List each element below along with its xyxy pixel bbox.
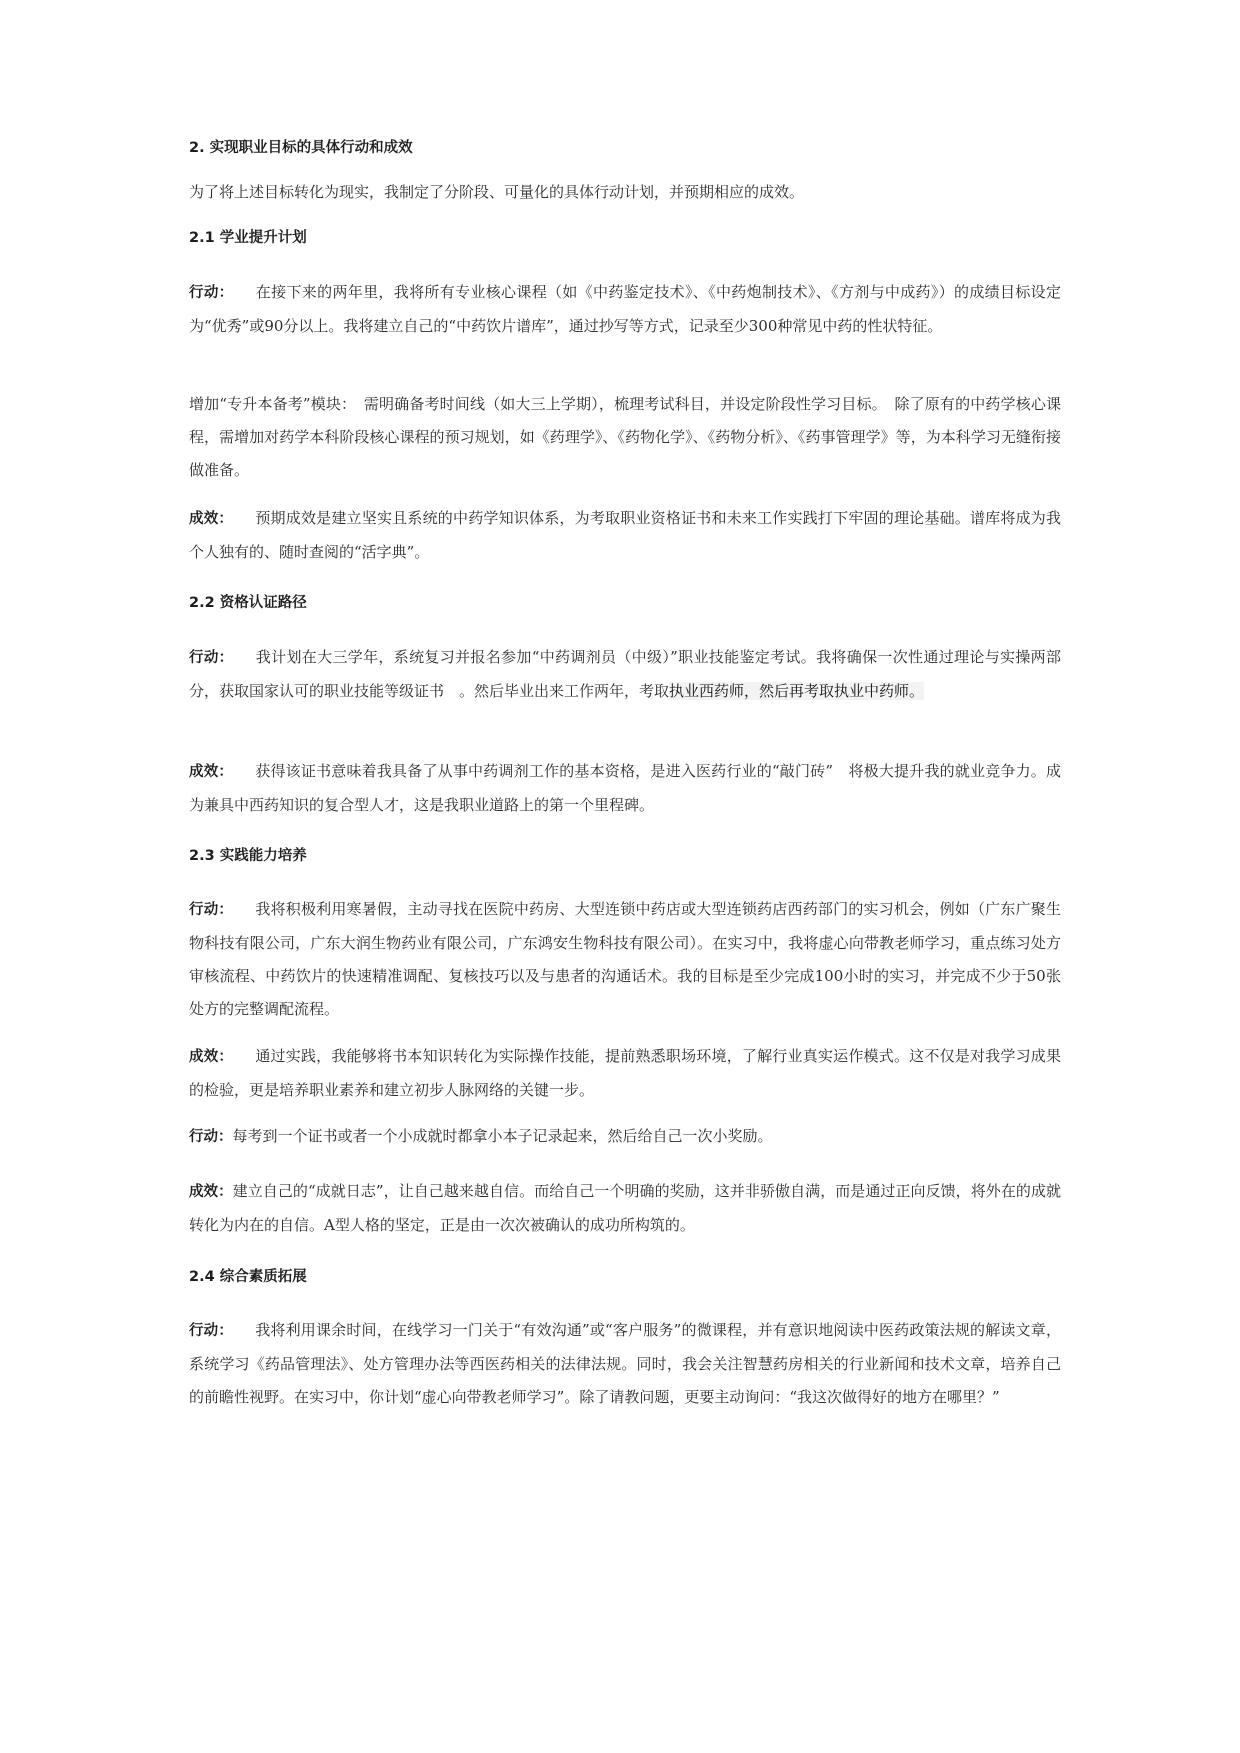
paragraph-2-1-effect [189,502,1061,569]
action-label: 行动： [189,1323,234,1339]
action-label: 行动： [189,285,234,301]
paragraph-2-3-effect [189,1040,1061,1107]
paragraph-2-1-addon: 增加“专升本备考”模块： 需明确备考时间线（如大三上学期），梳理考试科目，并设定阶段性学习目标。 除了原有的中药学核心课程，需增加对药学本科阶段核心课程的预习规划，如《药理学》、《药物化学》、《药物分析》、《药事管理学》等，为本科学习无缝衔接做准备。 [189,395,1061,479]
paragraph-2-3-effect-text: 通过实践，我能够将书本知识转化为实际操作技能，提前熟悉职场环境，了解行业真实运作模式。这不仅是对我学习成果的检验，更是培养职业素养和建立初步人脉网络的关键一步。 [189,1047,1061,1099]
effect-label: 成效： [189,1049,234,1065]
action-label: 行动： [189,650,234,666]
action-label: 行动： [189,902,234,918]
effect-label: 成效： [189,1184,233,1200]
subsection-title-2-1: 2.1 学业提升计划 [189,230,307,246]
paragraph-2-1-action-text: 在接下来的两年里，我将所有专业核心课程（如《中药鉴定技术》、《中药炮制技术》、《方剂与中成药》）的成绩目标设定为“优秀”或90分以上。我将建立自己的“中药饮片谱库”，通过抄写等方式，记录至少300种常见中药的性状特征。 [189,283,1061,335]
paragraph-2-3-action-2-text: 每考到一个证书或者一个小成就时都拿小本子记录起来，然后给自己一次小奖励。 [232,1127,773,1145]
paragraph-2-2-effect-text: 获得该证书意味着我具备了从事中药调剂工作的基本资格，是进入医药行业的“敲门砖” 将极大提升我的就业竞争力。成为兼具中西药知识的复合型人才，这是我职业道路上的第一个里程碑。 [189,762,1062,814]
paragraph-2-2-effect [189,755,1061,822]
section-title: 2. 实现职业目标的具体行动和成效 [189,140,413,156]
paragraph-2-1-effect-text: 预期成效是建立坚实且系统的中药学知识体系，为考取职业资格证书和未来工作实践打下牢固的理论基础。谱库将成为我个人独有的、随时查阅的“活字典”。 [189,509,1061,561]
paragraph-2-3-effect-2-text: 建立自己的“成就日志”，让自己越来越自信。而给自己一个明确的奖励，这并非骄傲自满，而是通过正向反馈，将外在的成就转化为内在的自信。A型人格的坚定，正是由一次次被确认的成功所构筑的。 [189,1182,1062,1234]
subsection-title-2-3: 2.3 实践能力培养 [189,848,307,864]
effect-label: 成效： [189,764,234,780]
paragraph-2-3-action-text: 我将积极利用寒暑假，主动寻找在医院中药房、大型连锁中药店或大型连锁药店西药部门的实习机会，例如（广东广聚生物科技有限公司，广东大润生物药业有限公司，广东鸿安生物科技有限公司）。在实习中，我将虚心向带教老师学习，重点练习处方审核流程、中药饮片的快速精准调配、复核技巧以及与患者的沟通话术。我的目标是至少完成100小时的实习，并完成不少于50张处方的完整调配流程。 [189,900,1061,1018]
paragraph-2-1-action [189,276,1061,343]
effect-label: 成效： [189,511,234,527]
section-intro: 为了将上述目标转化为现实，我制定了分阶段、可量化的具体行动计划，并预期相应的成效。 [189,183,805,201]
paragraph-2-4-action [189,1314,1061,1414]
action-label: 行动： [189,1129,233,1145]
paragraph-2-3-action-2 [189,1120,1061,1154]
paragraph-2-2-action-text: 我计划在大三学年，系统复习并报名参加“中药调剂员（中级）”职业技能鉴定考试。我将确保一次性通过理论与实操两部分，获取国家认可的职业技能等级证书 。然后毕业出来工作两年，考取 [189,648,1062,700]
subsection-title-2-4: 2.4 综合素质拓展 [189,1269,307,1285]
paragraph-2-3-action [189,893,1061,1026]
paragraph-2-3-effect-2 [189,1175,1061,1242]
subsection-title-2-2: 2.2 资格认证路径 [189,595,307,611]
paragraph-2-4-action-text: 我将利用课余时间，在线学习一门关于“有效沟通”或“客户服务”的微课程，并有意识地阅读中医药政策法规的解读文章，系统学习《药品管理法》、处方管理办法等西医药相关的法律法规。同时，我会关注智慧药房相关的行业新闻和技术文章，培养自己的前瞻性视野。在实习中，你计划“虚心向带教老师学习”。除了请教问题，更要主动询问：“我这次做得好的地方在哪里？” [189,1321,1061,1406]
paragraph-2-2-action [189,641,1061,708]
highlighted-text: 执业西药师，然后再考取执业中药师。 [669,682,925,700]
